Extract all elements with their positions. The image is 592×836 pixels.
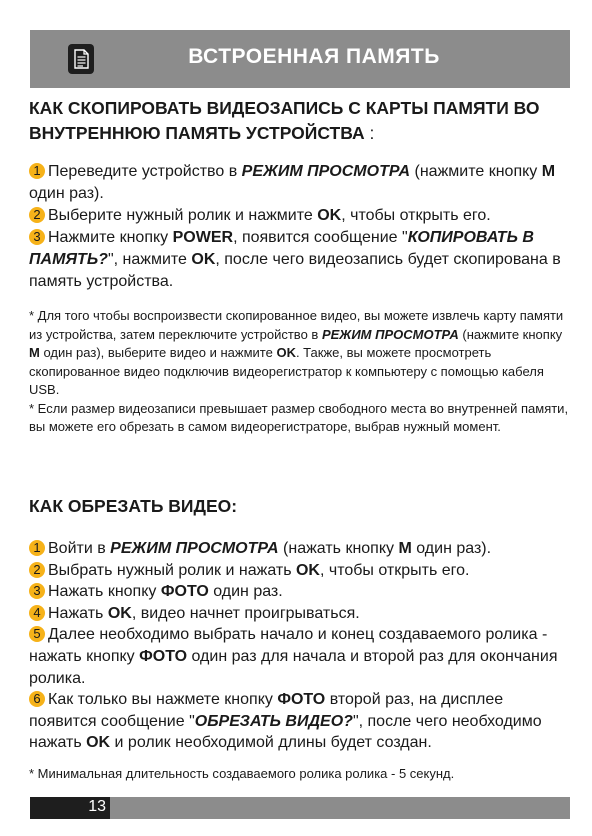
- section-trim-heading: КАК ОБРЕЗАТЬ ВИДЕО:: [29, 496, 238, 516]
- footer-bar: [110, 797, 570, 819]
- step-number-badge: 3: [29, 583, 45, 599]
- header-bar: [30, 30, 570, 88]
- step-number-badge: 2: [29, 562, 45, 578]
- trim-step-6: 6 Как только вы нажмете кнопку ФОТО второй раз, на дисплее появится сообщение "ОБРЕЗАТЬ ВИДЕО?", после чего необходимо нажать OK и ролик необходимой длины будет создан.: [29, 691, 542, 752]
- section-copy: [29, 96, 571, 437]
- step-number-badge: 3: [29, 229, 45, 245]
- copy-step-3: 3 Нажмите кнопку POWER, появится сообщение "КОПИРОВАТЬ В ПАМЯТЬ?", нажмите OK, после чего видеозапись будет скопирована в память устройства.: [29, 229, 561, 290]
- trim-step-4: 4 Нажать OK, видео начнет проигрываться.: [29, 603, 571, 625]
- section-copy-heading: КАК СКОПИРОВАТЬ ВИДЕОЗАПИСЬ С КАРТЫ ПАМЯТИ ВО ВНУТРЕННЮЮ ПАМЯТЬ УСТРОЙСТВА :: [29, 98, 540, 143]
- step-number-badge: 1: [29, 540, 45, 556]
- page-number: 13: [88, 798, 106, 815]
- trim-step-5: 5 Далее необходимо выбрать начало и конец создаваемого ролика - нажать кнопку ФОТО один раз для начала и второй раз для окончания ролика.: [29, 626, 558, 687]
- step-number-badge: 6: [29, 691, 45, 707]
- page-title: ВСТРОЕННАЯ ПАМЯТЬ: [188, 45, 440, 68]
- copy-steps: [29, 161, 571, 293]
- copy-step-1: 1 Переведите устройство в РЕЖИМ ПРОСМОТРА (нажмите кнопку М один раз).: [29, 163, 556, 202]
- trim-step-2: 2 Выбрать нужный ролик и нажать OK, чтобы открыть его.: [29, 560, 571, 582]
- trim-steps: [29, 538, 571, 754]
- step-number-badge: 2: [29, 207, 45, 223]
- trim-step-1: 1 Войти в РЕЖИМ ПРОСМОТРА (нажать кнопку М один раз).: [29, 538, 571, 560]
- footer-page-box: [30, 797, 110, 819]
- copy-step-2: 2 Выберите нужный ролик и нажмите OK, чтобы открыть его.: [29, 205, 571, 227]
- trim-step-3: 3 Нажать кнопку ФОТО один раз.: [29, 581, 571, 603]
- step-number-badge: 1: [29, 163, 45, 179]
- copy-notes: [29, 307, 571, 437]
- step-number-badge: 5: [29, 626, 45, 642]
- note-1: * Для того чтобы воспроизвести скопированное видео, вы можете извлечь карту памяти из устройства, затем переключите устройство в РЕЖИМ ПРОСМОТРА (нажмите кнопку М один раз), выберите видео и нажмите OK. Также, вы можете просмотреть скопированное видео подключив видеорегистратор к компьютеру с помощью кабеля USB.: [29, 308, 564, 397]
- trim-note: * Минимальная длительность создаваемого ролика ролика - 5 секунд.: [29, 766, 455, 781]
- step-number-badge: 4: [29, 605, 45, 621]
- note-2: * Если размер видеозаписи превышает размер свободного места во внутренней памяти, вы можете его обрезать в самом видеорегистраторе, выбрав нужный момент.: [29, 400, 569, 434]
